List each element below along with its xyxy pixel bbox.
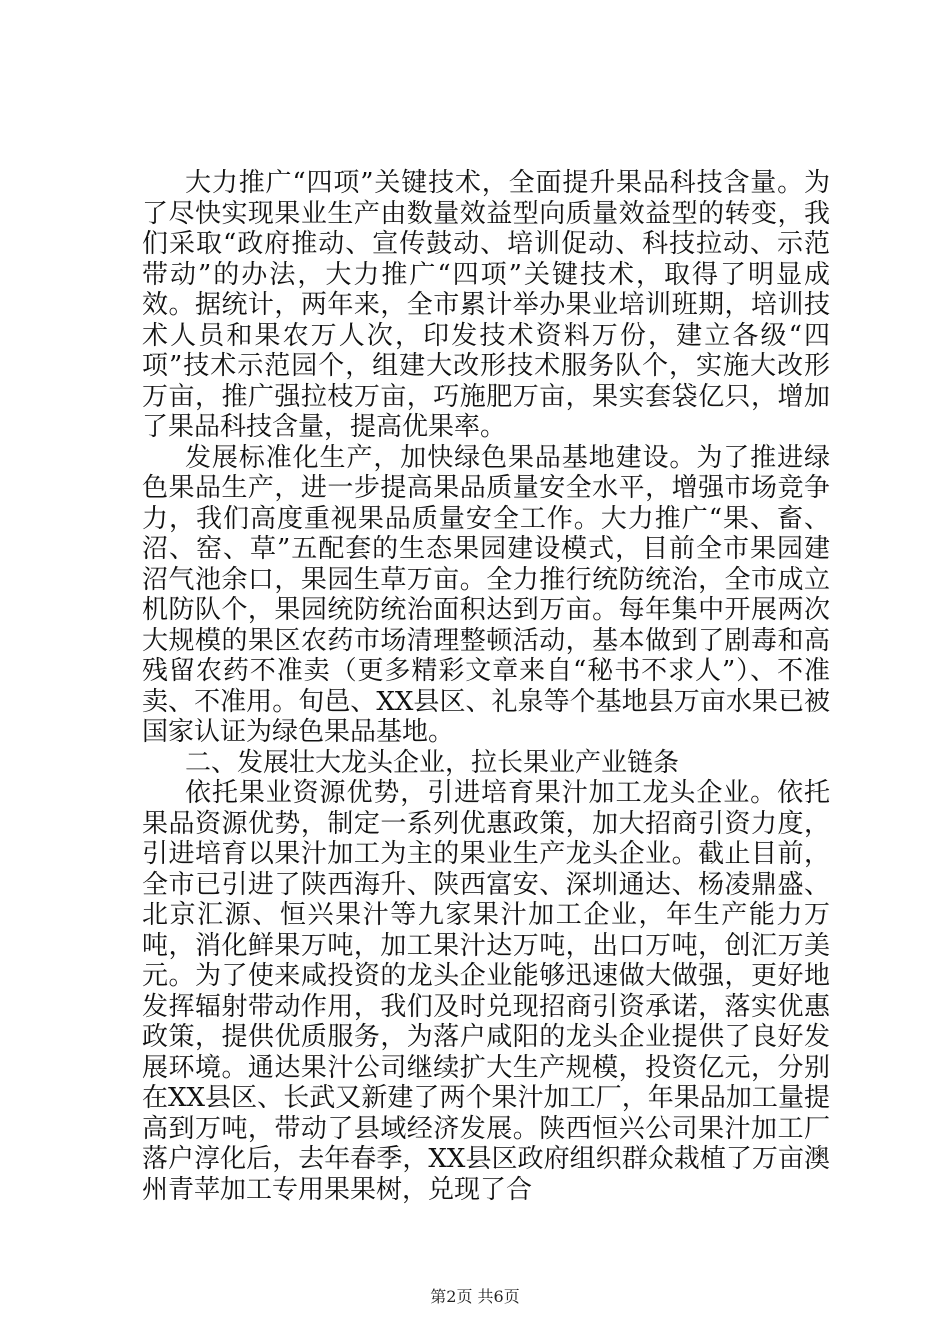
paragraph-four-techniques: 大力推广“四项”关键技术，全面提升果品科技含量。为了尽快实现果业生产由数量效益型向质量效益型的转变，我们采取“政府推动、宣传鼓动、培训促动、科技拉动、示范带动”的办法，大力推广“四项”关键技术，取得了明显成效。据统计，两年来，全市累计举办果业培训班期，培训技术人员和果农万人次，印发技术资料万份，建立各级“四项”技术示范园个，组建大改形技术服务队个，实施大改形万亩，推广强拉枝万亩，巧施肥万亩，果实套袋亿只，增加了果品科技含量，提高优果率。	[142, 168, 830, 442]
document-body	[142, 168, 830, 1205]
section-heading: 二、发展壮大龙头企业，拉长果业产业链条	[185, 747, 680, 778]
page-number-footer: 第2页 共6页	[430, 1287, 520, 1306]
paragraph-juice-enterprises: 依托果业资源优势，引进培育果汁加工龙头企业。依托果品资源优势，制定一系列优惠政策，加大招商引资力度，引进培育以果汁加工为主的果业生产龙头企业。截止目前，全市已引进了陕西海升、陕西富安、深圳通达、杨凌鼎盛、北京汇源、恒兴果汁等九家果汁加工企业，年生产能力万吨，消化鲜果万吨，加工果汁达万吨，出口万吨，创汇万美元。为了使来咸投资的龙头企业能够迅速做大做强，更好地发挥辐射带动作用，我们及时兑现招商引资承诺，落实优惠政策，提供优质服务，为落户咸阳的龙头企业提供了良好发展环境。通达果汁公司继续扩大生产规模，投资亿元，分别在XX县区、长武又新建了两个果汁加工厂，年果品加工量提高到万吨，带动了县域经济发展。陕西恒兴公司果汁加工厂落户淳化后，去年春季，XX县区政府组织群众栽植了万亩澳州青苹加工专用果果树，兑现了合	[142, 778, 830, 1205]
paragraph-standardized-production: 发展标准化生产，加快绿色果品基地建设。为了推进绿色果品生产，进一步提高果品质量安全水平，增强市场竞争力，我们高度重视果品质量安全工作。大力推广“果、畜、沼、窑、草”五配套的生态果园建设模式，目前全市果园建沼气池余口，果园生草万亩。全力推行统防统治，全市成立机防队个，果园统防统治面积达到万亩。每年集中开展两次大规模的果区农药市场清理整顿活动，基本做到了剧毒和高残留农药不准卖（更多精彩文章来自“秘书不求人”）、不准卖、不准用。旬邑、XX县区、礼泉等个基地县万亩水果已被国家认证为绿色果品基地。	[142, 442, 830, 747]
